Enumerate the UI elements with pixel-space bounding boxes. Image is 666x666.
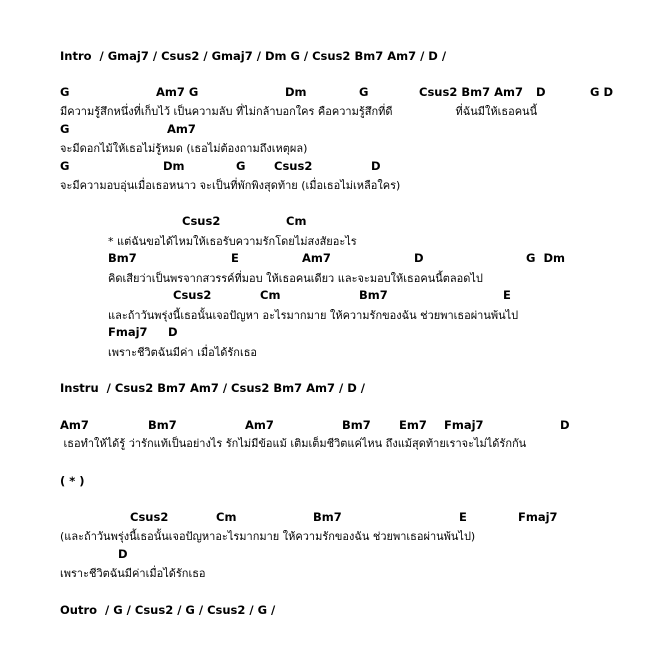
chorus-chords-4 [0,327,666,341]
outro-line: Outro / G / Csus2 / G / Csus2 / G / [60,603,276,617]
chord: Am7 [245,418,274,432]
chord: Am7 [302,251,331,265]
verse-chords-1 [0,87,666,101]
verse-lyric-3: จะมีความอบอุ่นเมื่อเธอหนาว จะเป็นที่พักพิงสุดท้าย (เมื่อเธอไม่เหลือใคร) [60,179,401,192]
chord: G [60,85,70,99]
chord: Bm7 [359,288,388,302]
chord: Cm [216,510,237,524]
chord: Csus2 Bm7 Am7 [419,85,523,99]
chord: Am7 [60,418,89,432]
chord: Fmaj7 [444,418,484,432]
intro-line: Intro / Gmaj7 / Csus2 / Gmaj7 / Dm G / Csus2 Bm7 Am7 / D / [60,49,447,63]
chord: D [536,85,546,99]
verse-lyric-2: จะมีดอกไม้ให้เธอไม่รู้หมด (เธอไม่ต้องถามถึงเหตุผล) [60,142,308,155]
chord: Cm [286,214,307,228]
repeat-mark: ( * ) [60,474,85,488]
chord: Fmaj7 [518,510,558,524]
bridge-lyric: เธอทำให้ได้รู้ ว่ารักแท้เป็นอย่างไร รักไม่มีข้อแม้ เติมเต็มชีวิตแค่ไหน ถึงแม้สุดท้ายเราจะไม่ได้รักกัน [60,437,527,450]
verse-chords-3 [0,161,666,175]
chord: Cm [260,288,281,302]
chord: Am7 [167,122,196,136]
ending-chords-1 [0,512,666,526]
chorus-lyric-3: และถ้าวันพรุ่งนี้เธอนั้นเจอปัญหา อะไรมากมาย ให้ความรักของฉัน ช่วยพาเธอผ่านพ้นไป [108,309,519,322]
chord: Bm7 [148,418,177,432]
chord: D [168,325,178,339]
ending-lyric-1: (และถ้าวันพรุ่งนี้เธอนั้นเจอปัญหาอะไรมากมาย ให้ความรักของฉัน ช่วยพาเธอผ่านพ้นไป) [60,530,476,543]
chord: E [459,510,467,524]
chord: Csus2 [274,159,313,173]
chord: G Dm [526,251,565,265]
verse-chords-2 [0,124,666,138]
chord: E [231,251,239,265]
chord: D [118,547,128,561]
chord: G [359,85,369,99]
chord: Bm7 [342,418,371,432]
chord: Am7 G [156,85,199,99]
chord: G D [590,85,613,99]
chord: Bm7 [313,510,342,524]
instru-line: Instru / Csus2 Bm7 Am7 / Csus2 Bm7 Am7 / D / [60,381,365,395]
chord: Dm [285,85,307,99]
chord: Csus2 [182,214,221,228]
chord: Csus2 [173,288,212,302]
chord: G [236,159,246,173]
verse-lyric-1: มีความรู้สึกหนึ่งที่เก็บไว้ เป็นความลับ ที่ไม่กล้าบอกใคร คือความรู้สึกที่ดี ที่ฉันมีให้เธอคนนี้ [60,105,538,118]
chord: G [60,122,70,136]
chorus-lyric-1: * แต่ฉันขอได้ไหมให้เธอรับความรักโดยไม่สงสัยอะไร [108,235,357,248]
chord: Dm [163,159,185,173]
chord: Csus2 [130,510,169,524]
chord: Fmaj7 [108,325,148,339]
chord: D [560,418,570,432]
chord: D [414,251,424,265]
chord: E [503,288,511,302]
chord: Em7 [399,418,427,432]
chorus-lyric-2: คิดเสียว่าเป็นพรจากสวรรค์ที่มอบ ให้เธอคนเดียว และจะมอบให้เธอคนนี้ตลอดไป [108,272,483,285]
chord: Bm7 [108,251,137,265]
chorus-chords-1 [0,216,666,230]
chorus-chords-2 [0,253,666,267]
chord: G [60,159,70,173]
ending-chords-2 [0,549,666,563]
chord: D [371,159,381,173]
chorus-lyric-4: เพราะชีวิตฉันมีค่า เมื่อได้รักเธอ [108,346,258,359]
ending-lyric-2: เพราะชีวิตฉันมีค่าเมื่อได้รักเธอ [60,567,206,580]
bridge-chords [0,420,666,434]
chorus-chords-3 [0,290,666,304]
